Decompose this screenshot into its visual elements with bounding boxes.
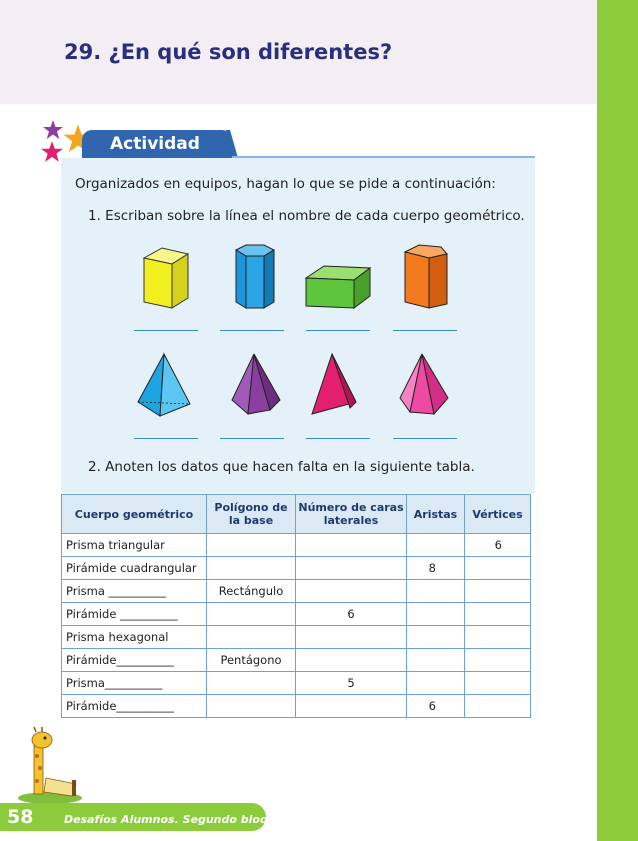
table-cell[interactable] [465,557,531,580]
purple-star-icon [42,120,64,140]
answer-line[interactable] [220,330,284,331]
answer-line[interactable] [134,438,198,439]
table-cell: Pirámide cuadrangular [62,557,207,580]
table-row [62,580,531,603]
page-number: 58 [7,806,34,828]
table-cell[interactable]: Pirámide__________ [62,695,207,718]
table-cell[interactable] [407,580,465,603]
answer-line[interactable] [306,330,370,331]
answer-line[interactable] [393,438,457,439]
table-cell: 6 [465,534,531,557]
column-header: Cuerpo geométrico [62,495,207,534]
table-cell[interactable] [465,580,531,603]
table-cell[interactable] [465,626,531,649]
step-2-instruction: 2. Anoten los datos que hacen falta en la siguiente tabla. [88,459,475,475]
table-header-row [62,495,531,534]
table-cell[interactable]: Prisma __________ [62,580,207,603]
table-cell: Prisma triangular [62,534,207,557]
table-cell[interactable] [296,695,407,718]
triangular-pyramid-icon [310,352,360,418]
table-cell: Prisma hexagonal [62,626,207,649]
tab-corner [226,130,238,158]
table-cell[interactable] [207,695,296,718]
page-title: 29. ¿En qué son diferentes? [64,40,393,64]
table-row [62,603,531,626]
table-row [62,672,531,695]
table-cell[interactable] [296,557,407,580]
table-cell[interactable] [207,557,296,580]
table-cell[interactable] [465,672,531,695]
activity-divider [232,156,535,158]
table-cell[interactable] [407,603,465,626]
pink-star-icon [40,141,64,163]
data-table [61,494,531,718]
answer-line[interactable] [306,438,370,439]
table-row [62,534,531,557]
answer-line[interactable] [393,330,457,331]
table-cell[interactable] [465,695,531,718]
table-cell: 6 [407,695,465,718]
table-cell[interactable] [407,672,465,695]
table-cell[interactable]: Prisma__________ [62,672,207,695]
triangular-prism-icon [140,246,192,310]
table-cell[interactable] [296,580,407,603]
table-cell[interactable] [207,672,296,695]
square-pyramid-icon [230,352,282,418]
table-cell[interactable] [207,626,296,649]
table-row [62,557,531,580]
answer-line[interactable] [134,330,198,331]
giraffe-mascot-icon [14,726,84,804]
pentagonal-prism-icon [401,244,451,310]
table-cell[interactable] [407,534,465,557]
column-header: Polígono de la base [207,495,296,534]
answer-line[interactable] [220,438,284,439]
table-cell[interactable] [407,626,465,649]
footer-title: Desafíos Alumnos. Segundo bloque [64,813,284,826]
table-cell[interactable] [407,649,465,672]
table-row [62,626,531,649]
table-cell[interactable] [207,534,296,557]
triangular-pyramid-icon [136,352,192,418]
table-cell[interactable]: Pirámide__________ [62,649,207,672]
table-cell[interactable] [207,603,296,626]
table-row [62,649,531,672]
table-cell: 5 [296,672,407,695]
column-header: Aristas [407,495,465,534]
right-margin-stripe [597,0,638,841]
table-cell[interactable] [465,649,531,672]
pentagonal-pyramid-icon [398,352,450,418]
activity-label: Actividad [110,134,200,154]
table-row [62,695,531,718]
table-cell: Rectángulo [207,580,296,603]
table-cell: 8 [407,557,465,580]
column-header: Número de caras laterales [296,495,407,534]
table-cell[interactable] [465,603,531,626]
column-header: Vértices [465,495,531,534]
rectangular-prism-icon [304,264,372,310]
table-cell[interactable]: Pirámide __________ [62,603,207,626]
table-cell[interactable] [296,534,407,557]
activity-intro: Organizados en equipos, hagan lo que se pide a continuación: [75,176,496,192]
table-cell: Pentágono [207,649,296,672]
table-cell[interactable] [296,626,407,649]
table-cell[interactable] [296,649,407,672]
table-cell: 6 [296,603,407,626]
hexagonal-prism-icon [230,244,280,310]
step-1-instruction: 1. Escriban sobre la línea el nombre de cada cuerpo geométrico. [88,208,525,224]
